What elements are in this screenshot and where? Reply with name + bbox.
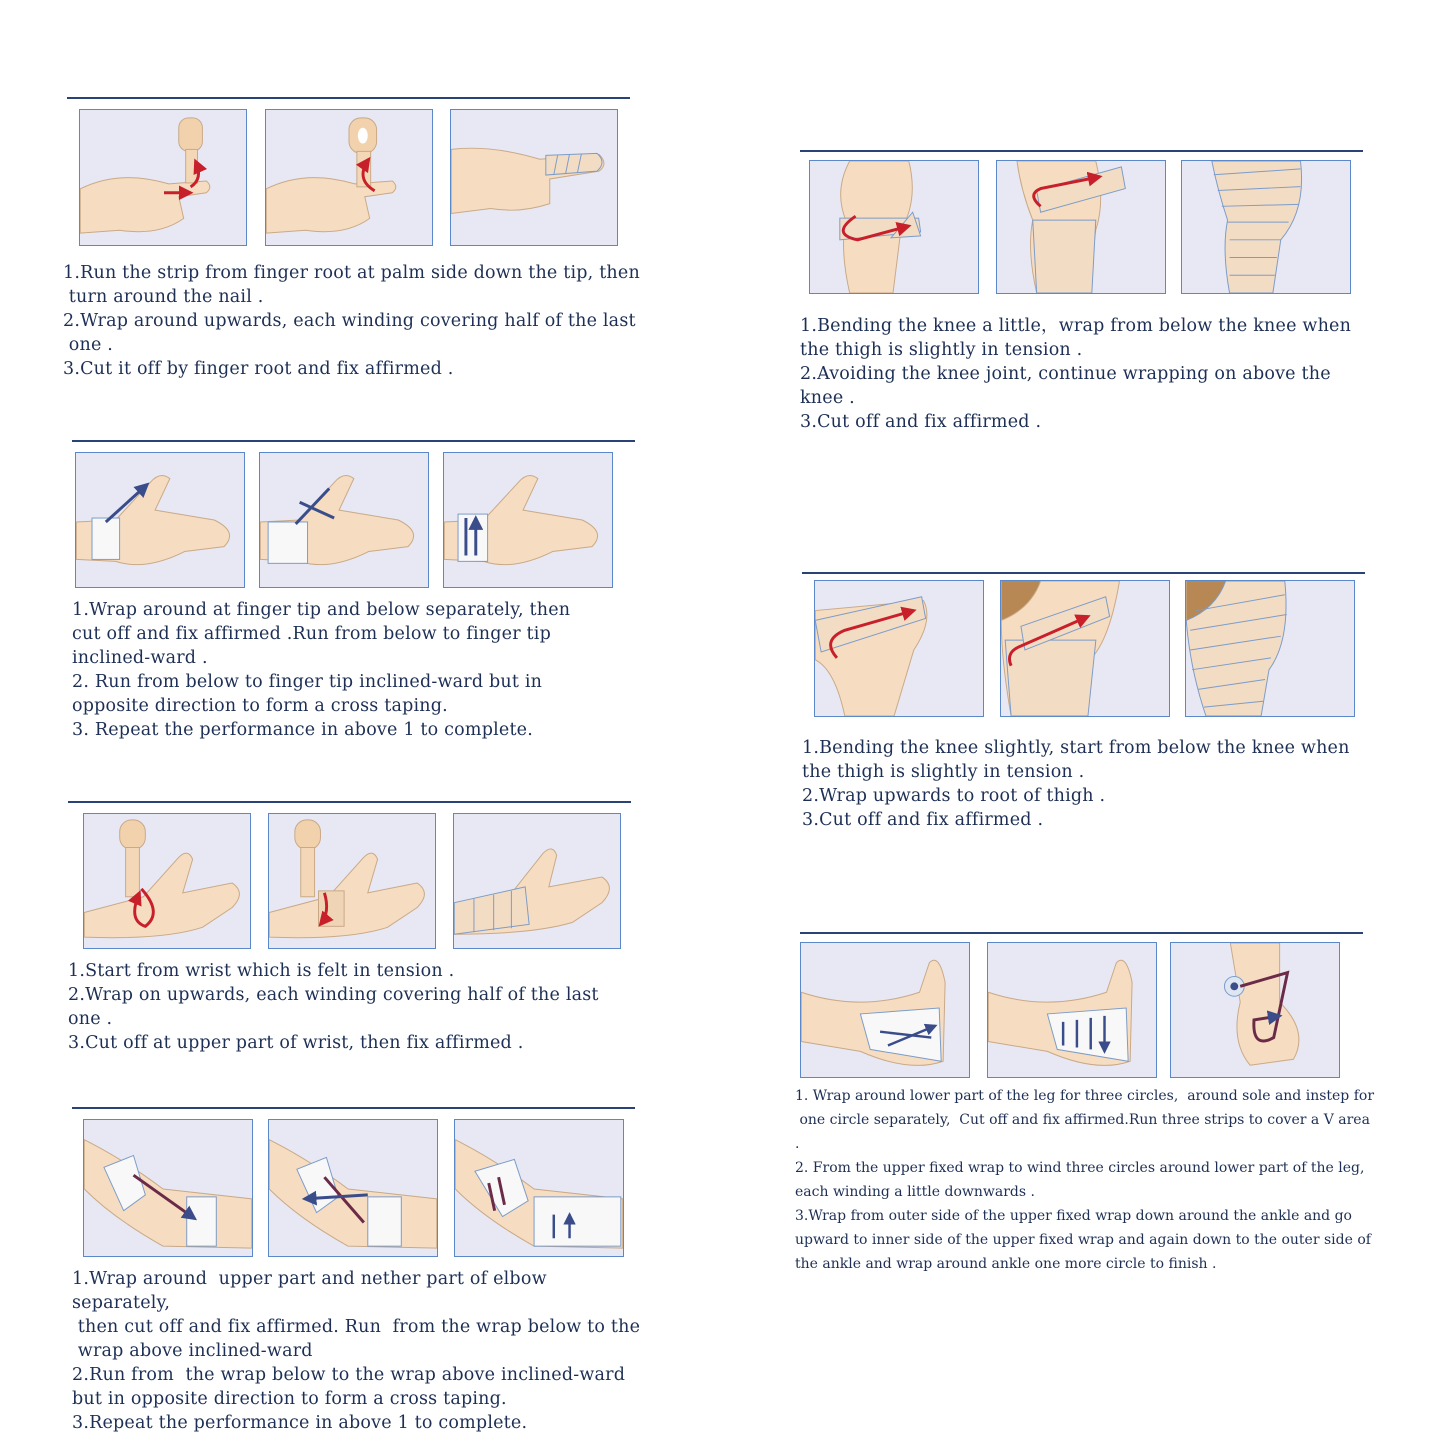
ankle-instructions xyxy=(795,1084,1375,1276)
wrist-step-1-illustration xyxy=(83,813,251,949)
step-text: 1.Wrap around upper part and nether part of elbow separately, then cut off and fix affirmed. Run from the wrap below to the wrap above inclined-ward xyxy=(72,1269,641,1361)
finger-step-3-illustration xyxy=(450,109,618,246)
elbow-step-1-illustration xyxy=(83,1119,253,1257)
thumb-section xyxy=(72,440,635,750)
thigh-instructions xyxy=(802,736,1365,832)
step-text: 3. Repeat the performance in above 1 to complete. xyxy=(72,720,533,740)
step-text: 2.Wrap on upwards, each winding covering half of the last one . xyxy=(68,985,599,1029)
elbow-step-3-illustration xyxy=(454,1119,624,1257)
thumb-instructions xyxy=(72,598,632,742)
step-text: 1. Wrap around lower part of the leg for three circles, around sole and instep for one circle separately, Cut off and fix affirmed.Run three strips to cover a V area . xyxy=(795,1088,1375,1152)
ankle-section xyxy=(795,932,1375,1272)
step-text: 2.Avoiding the knee joint, continue wrapping on above the knee . xyxy=(800,364,1331,408)
step-text: 2. From the upper fixed wrap to wind three circles around lower part of the leg, each winding a little downwards . xyxy=(795,1160,1365,1200)
ankle-step-1-illustration xyxy=(800,942,970,1078)
step-text: 3.Cut it off by finger root and fix affirmed . xyxy=(63,359,454,379)
section-divider xyxy=(72,1107,635,1109)
section-divider xyxy=(68,801,631,803)
step-text: 1.Bending the knee a little，wrap from below the knee when the thigh is slightly in tension . xyxy=(800,316,1352,360)
wrist-section xyxy=(68,801,631,1066)
thumb-step-3-illustration xyxy=(443,452,613,588)
thigh-step-3-illustration xyxy=(1185,580,1355,717)
step-text: 3.Cut off and fix affirmed . xyxy=(802,810,1044,830)
elbow-instructions xyxy=(72,1267,642,1435)
thigh-step-2-illustration xyxy=(1000,580,1170,717)
finger-section xyxy=(63,97,640,387)
step-text: 2.Run from the wrap below to the wrap above inclined-ward but in opposite direction to form a cross taping. xyxy=(72,1365,626,1409)
knee-instructions xyxy=(800,314,1363,434)
finger-step-1-illustration xyxy=(79,109,247,246)
finger-instructions xyxy=(63,261,643,381)
section-divider xyxy=(72,440,635,442)
knee-step-1-illustration xyxy=(809,160,979,294)
wrist-instructions xyxy=(68,959,628,1055)
section-divider xyxy=(800,150,1363,152)
step-text: 3.Repeat the performance in above 1 to complete. xyxy=(72,1413,528,1433)
wrist-step-2-illustration xyxy=(268,813,436,949)
wrist-step-3-illustration xyxy=(453,813,621,949)
knee-step-2-illustration xyxy=(996,160,1166,294)
step-text: 2.Wrap around upwards, each winding covering half of the last one . xyxy=(63,311,636,355)
step-text: 2. Run from below to finger tip inclined-ward but in opposite direction to form a cross taping. xyxy=(72,672,543,716)
elbow-step-2-illustration xyxy=(268,1119,438,1257)
section-divider xyxy=(67,97,630,99)
knee-section xyxy=(800,150,1363,440)
thigh-section xyxy=(802,572,1365,842)
thigh-step-1-illustration xyxy=(814,580,984,717)
section-divider xyxy=(802,572,1365,574)
step-text: 3.Wrap from outer side of the upper fixed wrap down around the ankle and go upward to inner side of the upper fixed wrap and again down to the outer side of the ankle and wrap around ankle one more circle to finish . xyxy=(795,1208,1371,1272)
thumb-step-1-illustration xyxy=(75,452,245,588)
step-text: 1.Bending the knee slightly, start from below the knee when the thigh is slightly in tension . xyxy=(802,738,1350,782)
elbow-section xyxy=(72,1107,641,1433)
step-text: 1.Run the strip from finger root at palm side down the tip, then turn around the nail . xyxy=(63,263,640,307)
knee-step-3-illustration xyxy=(1181,160,1351,294)
step-text: 2.Wrap upwards to root of thigh . xyxy=(802,786,1106,806)
ankle-step-2-illustration xyxy=(987,942,1157,1078)
step-text: 1.Start from wrist which is felt in tension . xyxy=(68,961,455,981)
step-text: 1.Wrap around at finger tip and below separately, then cut off and fix affirmed .Run from below to finger tip inclined-ward . xyxy=(72,600,571,668)
step-text: 3.Cut off at upper part of wrist, then fix affirmed . xyxy=(68,1033,524,1053)
ankle-step-3-illustration xyxy=(1170,942,1340,1078)
step-text: 3.Cut off and fix affirmed . xyxy=(800,412,1042,432)
thumb-step-2-illustration xyxy=(259,452,429,588)
section-divider xyxy=(800,932,1363,934)
finger-step-2-illustration xyxy=(265,109,433,246)
